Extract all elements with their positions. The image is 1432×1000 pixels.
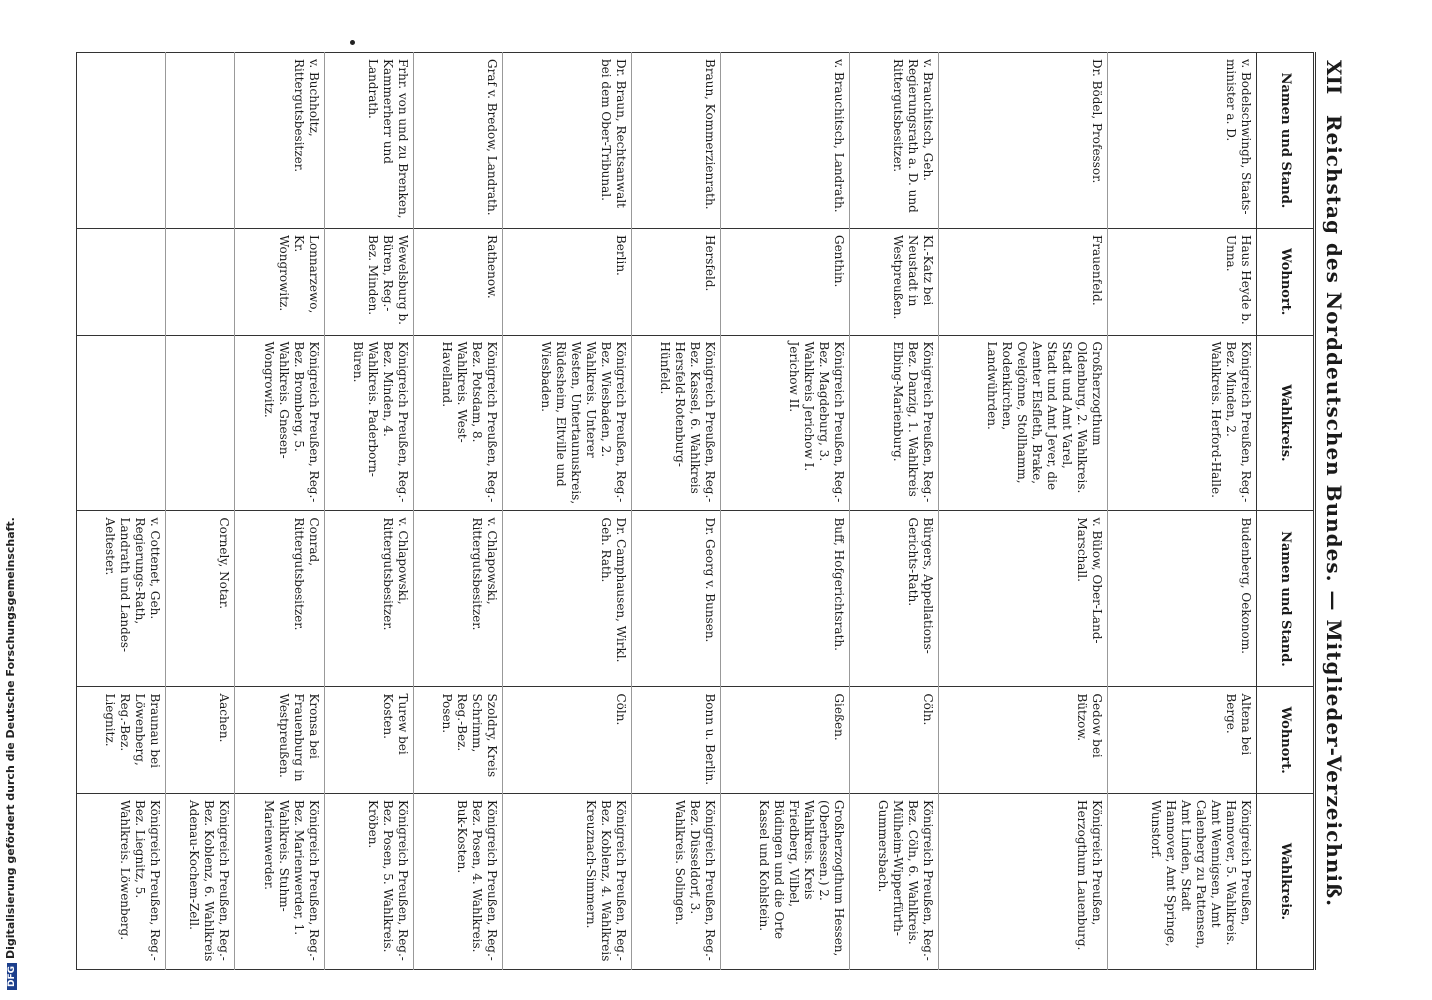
member-wohnort-right: Kronsa bei Frauenburg in Westpreußen. (235, 687, 324, 794)
member-wahlkreis-right: Königreich Preußen, Reg.-Bez. Marienwerder, 1. Wahlkreis. Stuhm-Marienwerder. (235, 793, 324, 969)
member-wahlkreis-right: Königreich Preußen, Reg.-Bez. Liegnitz, 5. Wahlkreis. Löwenberg. (77, 793, 166, 969)
member-wohnort-left: Kl.-Katz bei Neustadt in Westpreußen. (849, 228, 938, 335)
member-wohnort-left (166, 228, 235, 335)
member-wohnort-right: Aachen. (166, 687, 235, 794)
header-ort-left: Wohnort. (1257, 228, 1315, 335)
member-name-right: Buff, Hofgerichtsrath. (720, 511, 849, 687)
member-wohnort-left: Genthin. (720, 228, 849, 335)
member-wohnort-right: Gießen. (720, 687, 849, 794)
member-name-left: v. Brauchitsch, Landrath. (720, 53, 849, 229)
member-wahlkreis-left: Königreich Preußen, Reg.-Bez. Danzig, 1. Wahlkreis Elbing-Marienburg. (849, 335, 938, 511)
table-row (939, 53, 1108, 970)
member-wohnort-left: Berlin. (502, 228, 631, 335)
member-wohnort-right: Cöln. (502, 687, 631, 794)
funding-text: Digitalisierung gefördert durch die Deutsche Forschungsgemeinschaft. (4, 517, 17, 959)
member-wahlkreis-right: Königreich Preußen, Reg.-Bez. Düsseldorf, 3. Wahlkreis. Solingen. (631, 793, 720, 969)
member-name-right: v. Chlapowski, Rittergutsbesitzer. (413, 511, 502, 687)
member-name-left (166, 53, 235, 229)
member-register-table (76, 52, 1316, 970)
member-name-right: v. Cottenet, Geh. Regierungs-Rath, Landrath und Landes-Aeltester. (77, 511, 166, 687)
member-name-left: v. Buchholtz, Rittergutsbesitzer. (235, 53, 324, 229)
table-row (849, 53, 938, 970)
member-wahlkreis-left: Großherzogthum Oldenburg, 2. Wahlkreis. Stadt und Amt Varel, Stadt und Amt Jever, die Aemter Elsfleth, Brake, Ovelgönne, Stollhamm, Rodenkirchen, Landwührden. (939, 335, 1108, 511)
member-wahlkreis-right: Großherzogthum Hessen, (Oberhessen.) 2. Wahlkreis. Kreis Friedberg, Vilbel, Büdingen und die Orte Kassel und Kohlstein. (720, 793, 849, 969)
header-wahlkreis-left: Wahlkreis. (1257, 335, 1315, 511)
member-wahlkreis-left: Königreich Preußen, Reg.-Bez. Minden, 2. Wahlkreis. Herford-Halle. (1108, 335, 1257, 511)
document-page (70, 52, 1352, 970)
table-row (631, 53, 720, 970)
table-row (324, 53, 413, 970)
header-name-left: Namen und Stand. (1257, 53, 1315, 229)
member-wahlkreis-left: Königreich Preußen, Reg.-Bez. Potsdam, 8. Wahlkreis. West-Havelland. (413, 335, 502, 511)
member-name-right: Cornely, Notar. (166, 511, 235, 687)
member-wahlkreis-left: Königreich Preußen, Reg.-Bez. Magdeburg, 3. Wahlkreis Jerichow I. Jerichow II. (720, 335, 849, 511)
member-name-left (77, 53, 166, 229)
member-wohnort-left: Lonnarzewo, Kr. Wongrowitz. (235, 228, 324, 335)
table-row (720, 53, 849, 970)
member-name-right: Bürgers, Appellations-Gerichts-Rath. (849, 511, 938, 687)
member-name-left: Dr. Braun, Rechtsanwalt bei dem Ober-Tribunal. (502, 53, 631, 229)
member-name-right: Dr. Camphausen, Wirkl. Geh. Rath. (502, 511, 631, 687)
member-wahlkreis-right: Königreich Preußen, Reg.-Bez. Posen, 5. Wahlkreis. Kröben. (324, 793, 413, 969)
member-wohnort-right: Braunau bei Löwenberg, Reg.-Bez. Liegnitz. (77, 687, 166, 794)
member-wahlkreis-left (166, 335, 235, 511)
member-name-left: Braun, Kommerzienrath. (631, 53, 720, 229)
member-name-right: v. Chlapowski, Rittergutsbesitzer. (324, 511, 413, 687)
table-row (413, 53, 502, 970)
member-name-left: v. Brauchitsch, Geh. Regierungsrath a. D. und Rittergutsbesitzer. (849, 53, 938, 229)
table-row (235, 53, 324, 970)
page-title: Reichstag des Norddeutschen Bundes. — Mitglieder-Verzeichniß. (1322, 114, 1346, 908)
member-wahlkreis-right: Königreich Preußen, Reg.-Bez. Posen, 4. Wahlkreis. Buk-Kosten. (413, 793, 502, 969)
header-wahlkreis-right: Wahlkreis. (1257, 793, 1315, 969)
table-header-row (1257, 53, 1315, 970)
member-wahlkreis-left: Königreich Preußen, Reg.-Bez. Kassel, 6. Wahlkreis Hersfeld-Rotenburg-Hünfeld. (631, 335, 720, 511)
member-name-left: Dr. Bödel, Professor. (939, 53, 1108, 229)
member-wohnort-right: Altena bei Berge. (1108, 687, 1257, 794)
member-name-left: Graf v. Bredow, Landrath. (413, 53, 502, 229)
table-body (77, 53, 1257, 970)
table-row (1108, 53, 1257, 970)
member-wahlkreis-right: Königreich Preußen, Reg.-Bez. Cöln, 6. Wahlkreis. Mülheim-Wipperfürth-Gummersbach. (849, 793, 938, 969)
member-wahlkreis-right: Königreich Preußen, Reg.-Bez. Koblenz, 4. Wahlkreis Kreuznach-Simmern. (502, 793, 631, 969)
member-wohnort-right: Bonn u. Berlin. (631, 687, 720, 794)
ink-speck (350, 40, 355, 45)
member-wohnort-left: Wewelsburg b. Büren, Reg.-Bez. Minden. (324, 228, 413, 335)
table-row (77, 53, 166, 970)
member-wahlkreis-left: Königreich Preußen, Reg.-Bez. Bromberg, 5. Wahlkreis. Gnesen-Wongrowitz. (235, 335, 324, 511)
member-wohnort-right: Turew bei Kosten. (324, 687, 413, 794)
member-wahlkreis-left (77, 335, 166, 511)
member-name-right: Conrad, Rittergutsbesitzer. (235, 511, 324, 687)
member-wohnort-left (77, 228, 166, 335)
member-wahlkreis-right: Königreich Preußen, Herzogthum Lauenburg. (939, 793, 1108, 969)
member-wohnort-left: Hersfeld. (631, 228, 720, 335)
header-ort-right: Wohnort. (1257, 687, 1315, 794)
member-wahlkreis-right: Königreich Preußen, Reg.-Bez. Koblenz, 6. Wahlkreis Adenau-Kochem-Zell. (166, 793, 235, 969)
funding-note (4, 517, 24, 990)
dfg-logo: DFG (7, 963, 17, 990)
member-name-left: Frhr. von und zu Brenken, Kammerherr und Landrath. (324, 53, 413, 229)
table-row (502, 53, 631, 970)
member-name-left: v. Bodelschwingh, Staats-minister a. D. (1108, 53, 1257, 229)
member-wohnort-right: Gedow bei Bützow. (939, 687, 1108, 794)
member-wahlkreis-left: Königreich Preußen, Reg.-Bez. Wiesbaden, 2. Wahlkreis. Unterer Westen, Untertaunuskreis, Rüdesheim, Eltville und Wiesbaden. (502, 335, 631, 511)
member-wohnort-right: Szoldry, Kreis Schrimm, Reg.-Bez. Posen. (413, 687, 502, 794)
member-wohnort-left: Haus Heyde b. Unna. (1108, 228, 1257, 335)
member-name-right: Budenberg, Oekonom. (1108, 511, 1257, 687)
member-wohnort-left: Rathenow. (413, 228, 502, 335)
member-wahlkreis-left: Königreich Preußen, Reg.-Bez. Minden, 4. Wahlkreis. Paderborn-Büren. (324, 335, 413, 511)
table-row (166, 53, 235, 970)
member-name-right: Dr. Georg v. Bunsen. (631, 511, 720, 687)
member-name-right: v. Bülow, Ober-Land-Marschall. (939, 511, 1108, 687)
page-number: XII (1322, 60, 1346, 95)
member-wahlkreis-right: Königreich Preußen, Hannover, 5. Wahlkreis. Amt Wennigsen, Amt Calenberg zu Pattensen, Amt Linden, Stadt Hannover, Amt Springe, Wunstorf. (1108, 793, 1257, 969)
header-name-right: Namen und Stand. (1257, 511, 1315, 687)
member-wohnort-right: Cöln. (849, 687, 938, 794)
member-wohnort-left: Frauenfeld. (939, 228, 1108, 335)
